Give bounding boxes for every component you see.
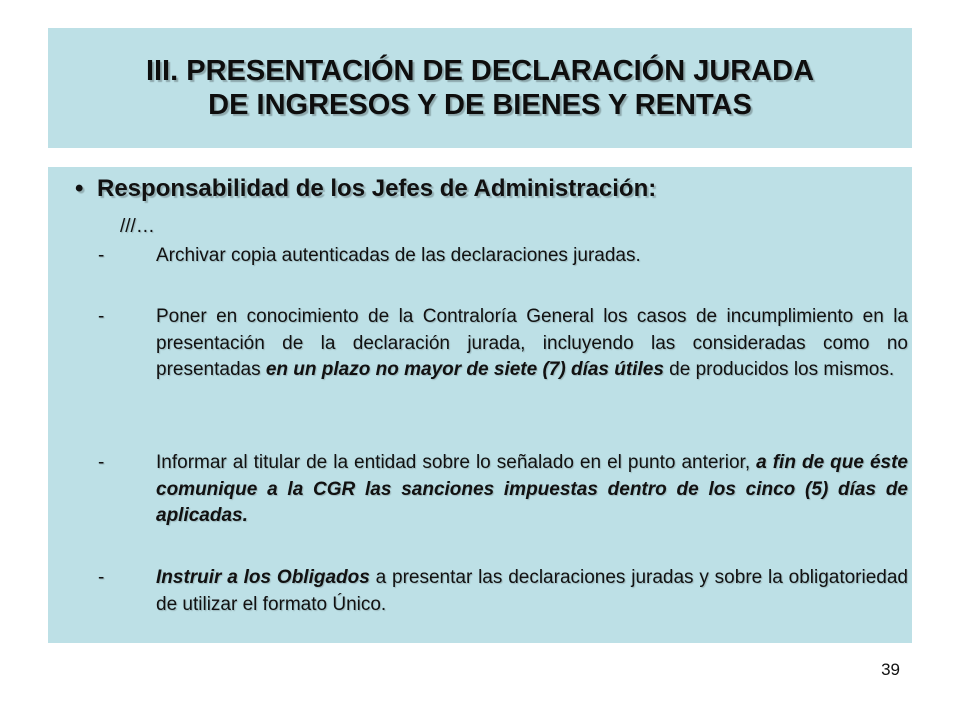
slide-title-line-2: DE INGRESOS Y DE BIENES Y RENTAS — [208, 89, 752, 121]
section-heading-row — [75, 174, 905, 204]
bullet-icon: • — [75, 175, 84, 202]
list-item-text — [156, 565, 908, 618]
content-panel — [48, 167, 912, 643]
item-text: a presentar las declaraciones juradas y sobre la obligatoriedad de utilizar el formato Único. — [156, 567, 909, 615]
dash-marker: - — [98, 567, 105, 588]
item-text: de producidos los mismos. — [663, 359, 895, 380]
item-text: Informar al titular de la entidad sobre lo señalado en el punto anterior, — [156, 452, 757, 473]
dash-marker: - — [98, 245, 105, 266]
list-item-informar — [98, 450, 908, 530]
dash-marker: - — [98, 306, 105, 327]
page-number: 39 — [881, 660, 900, 679]
dash-marker: - — [98, 452, 105, 473]
item-text: Poner en conocimiento de la Contraloría General los casos de incumplimiento en la presentación de la declaración jurada, incluyendo las consideradas como no presentadas — [156, 306, 908, 380]
item-emphasis: Instruir a los Obligados — [156, 567, 370, 588]
continuation-mark: ///… — [120, 216, 155, 237]
section-heading: Responsabilidad de los Jefes de Administración: — [97, 175, 657, 202]
list-item-text — [156, 450, 908, 530]
item-emphasis: en un plazo no mayor de siete (7) días útiles — [265, 359, 664, 380]
item-text: Archivar copia autenticadas de las declaraciones juradas. — [156, 245, 641, 266]
item-emphasis: a fin de que éste comunique a la CGR las sanciones impuestas dentro de los cinco (5) días de aplicadas. — [156, 452, 908, 526]
list-item-text — [156, 304, 908, 384]
list-item-archivar — [98, 243, 908, 270]
title-panel — [48, 28, 912, 148]
list-item-instruir — [98, 565, 908, 618]
list-item-poner — [98, 304, 908, 384]
slide-title-line-1: III. PRESENTACIÓN DE DECLARACIÓN JURADA — [145, 55, 815, 87]
list-item-text — [156, 243, 908, 270]
